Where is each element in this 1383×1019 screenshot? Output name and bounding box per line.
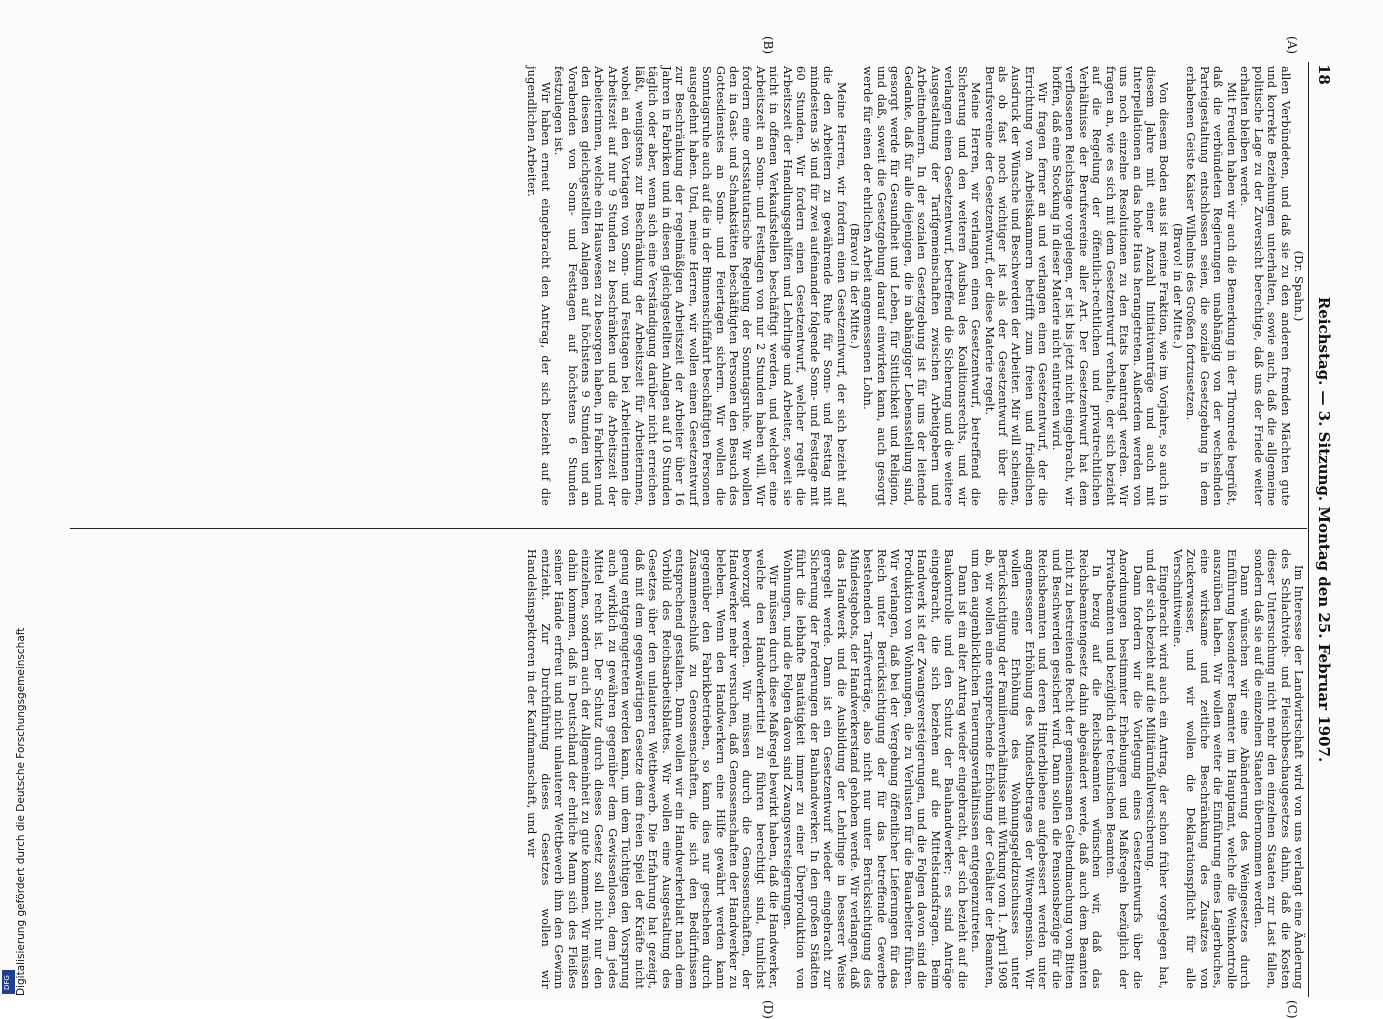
paragraph: Wir haben erneut eingebracht den Antrag, der sich bezieht auf die jugendlichen Arbeiter. bbox=[525, 66, 552, 506]
paragraph: Dann ist ein alter Antrag wieder eingebracht, der sich bezieht auf die Baukontrolle und den Schutz der Bauhandwerker; es sind Anträge eingebracht, die sich beziehen auf die Mittelstandsfragen. Beim Handwerk ist der Zwangsversteigerungen, und die Folgen davon sind die Produktion von Wohnungen, die zu Verlusten für die Bauarbeiter führen. Wir verlangen, daß bei der Vergebung öffentlicher Lieferungen für das Reich unter Berücksichtigung der für das betreffende Gewerbe bestehenden Tarifverträge, also nicht nur unter Berücksichtigung des Mindestgebots, der Handwerkerstand gehoben werde. Wir verlangen, daß das Handwerk und die Ausbildung der Lehrlinge in besserer Weise geregelt werde. Dann ist ein Gesetzentwurf wieder eingebracht zur Sicherung der Forderungen der Bauhandwerker. In den großen Städten führt die lebhafte Bautätigkeit immer zu einer Überproduktion von Wohnungen, und die Folgen davon sind Zwangsversteigerungen. bbox=[780, 549, 969, 989]
paragraph: Eingebracht wird auch ein Antrag, der schon früher vorgelegen hat, und der sich bezieht auf die Militärunfallversicherung. bbox=[1144, 549, 1171, 989]
paragraph: Wir müssen durch diese Maßregel bewirkt haben, daß die Handwerker, welche den Handwerkertitel zu führen berechtigt sind, tunlichst bevorzugt werden. Wir müssen durch die Genossenschaften, der Handwerker mehr versuchen, daß Genossenschaften der Handwerker zu beleben. Wenn den Handwerkern eine Hilfe gewährt werden kann gegenüber den Fabrikbetrieben, so kann dies nur geschehen durch Zusammenschluß zu Genossenschaften, die sich den Bedürfnissen entsprechend gestalten. Dann wollen wir ein Handwerkerblatt nach dem Vorbild des Reichsarbeitsblattes. Wir wollen eine Ausgestaltung des Gesetzes über den unlauteren Wettbewerb. Die Erfahrung hat gezeigt, daß mit dem gegenwärtigen Gesetze dem freien Spiel der Kräfte nicht genug entgegengetreten werden kann, um dem Tüchtigen den Vorsprung auch wirklich zu gewähren gegenüber dem Gewissenlosen, dem jedes Mittel recht ist. Der Schutz durch dieses Gesetz soll nicht nur den einzelnen, sondern auch der Allgemeinheit zu gute kommen. Wir müssen dahin kommen, daß in Deutschland der ehrliche Mann sich des Fleißes seiner Hände erfreut und nicht unlauterer Wettbewerb ihm den Gewinn entzieht. Zur Durchführung dieses Gesetzes wollen wir Handelsinspektoren in der Kaufmannschaft, und wir bbox=[525, 549, 781, 989]
left-column bbox=[70, 66, 1305, 506]
margin-mark-c: (C) bbox=[1285, 1000, 1299, 1019]
paragraph: Mit Freuden haben wir auch die Bemerkung in der Thronrede begrüßt, daß die verbündeten Regierungen unabhängig von der wechselnden Parteigestaltung entschlossen seien, die soziale Gesetzgebung in dem erhabenen Geiste Kaiser Wilhelms des Großen fortzusetzen. bbox=[1184, 66, 1238, 506]
paragraph: Von diesem Boden aus ist meine Fraktion, wie im Vorjahre, so auch in diesem Jahre mit einer Anzahl Initiativanträge und auch mit Interpellationen an das hohe Haus herangetreten. Außerdem werden von uns noch einzelne Resolutionen zu den Etats beantragt werden. Wir fragen an, wie es sich mit dem Gesetzentwurf verhalte, der sich bezieht auf die Regelung der öffentlich-rechtlichen und privatrechtlichen Verhältnisse der Berufsvereine aller Art. Der Gesetzentwurf hat dem verflossenen Reichstage vorgelegen, er ist bis jetzt nicht eingebracht, wir hoffen, daß eine Stockung in dieser Materie nicht eintreten wird. bbox=[1049, 66, 1171, 506]
paragraph: Dann fordern wir die Vorlegung eines Gesetzentwurfs über die Anordnungen bestimmter Erhebungen und Maßregeln bezüglich der Privatbeamten und bezüglich der technischen Beamten. bbox=[1103, 549, 1144, 989]
paragraph: Im Interesse der Landwirtschaft wird von uns verlangt eine Änderung des Schlachtvieh- und Fleischbeschaugesetzes dahin, daß die Kosten dieser Untersuchung nicht mehr den einzelnen Staaten zur Last fallen, sondern daß sie auf die einzelnen Staaten übernommen werden. bbox=[1251, 549, 1305, 989]
paragraph: Wir fragen ferner an und verlangen einen Gesetzentwurf, der die Errichtung von Arbeitskammern betrifft zum freien und friedlichen Ausdruck der Wünsche und Beschwerden der Arbeiter. Mir will scheinen, als ob fast noch wichtiger ist als der Gesetzentwurf über die Berufsvereine der Gesetzentwurf, der diese Materie regelt. bbox=[982, 66, 1050, 506]
page-number: 18 bbox=[1315, 64, 1333, 85]
paragraph: In bezug auf die Reichsbeamten wünschen wir, daß das Reichsbeamtengesetz dahin abgeändert werde, daß auch dem Beamten nicht zu bestreitende Recht der gemeinsamen Geltendmachung von Bitten und Beschwerden gesichert wird. Dann sollen die Pensionsbezüge für die Reichsbeamten und deren Hinterbliebene aufgebessert werden unter angemessener Erhöhung des Mindestbetrages der Witwenpension. Wir wollen eine Erhöhung des Wohnungsgeldzuschusses unter Berücksichtigung der Familienverhältnisse mit Wirkung vom 1. April 1908 ab, wir wollen eine entsprechende Erhöhung der Gehälter der Beamten, um den augenblicklichen Teuerungsverhältnissen entgegenzutreten. bbox=[969, 549, 1104, 989]
rotated-text-block bbox=[70, 36, 1335, 1019]
paragraph: Meine Herren, wir fordern einen Gesetzentwurf, der sich bezieht auf die den Arbeitern zu gewährende Ruhe für Sonn- und Festtag mit mindestens 36 und für zwei aufeinander folgende Sonn- und Festtage mit 60 Stunden. Wir fordern einen Gesetzentwurf, welcher regelt die Arbeitszeit der Handlungsgehilfen und Lehrlinge und Arbeiter, soweit sie nicht in offenen Verkaufsstellen beschäftigt werden, und welcher eine Arbeitszeit an Sonn- und Festtagen von nur 2 Stunden haben will. Wir fordern eine ortsstatutarische Regelung der Sonntagsruhe. Wir wollen den in Gast- und Schankstätten beschäftigten Personen den Besuch des Gottesdienstes an Sonn- und Feiertagen sichern. Wir wollen die Sonntagsruhe auch auf die in der Binnenschiffahrt beschäftigten Personen ausgedehnt haben. Und, meine Herren, wir wollen einen Gesetzentwurf zur Beschränkung der regelmäßigen Arbeitszeit der Arbeiter über 16 Jahren in Fabriken und in diesen gleichgestellten Anlagen auf 10 Stunden täglich oder aber, wenn sich eine Verständigung darüber nicht erreichen läßt, wenigstens zur Beschränkung der Arbeitszeit für Arbeiterinnen, wobei an den Vortagen von Sonn- und Festtagen bei Arbeiterinnen die Arbeitszeit auf nur 9 Stunden zu beschränken und die Arbeitszeit der Arbeiterinnen, welche ein Hauswesen zu besorgen haben, in Fabriken und den diesen gleichgestellten Anlagen auf höchstens 9 Stunden und an Vorabenden von Sonn- und Festtagen auf höchstens 6 Stunden festzulegen ist. bbox=[552, 66, 848, 506]
dfg-logo bbox=[2, 970, 15, 994]
page-header bbox=[1308, 62, 1335, 997]
applause-note: (Bravo! in der Mitte.) bbox=[1170, 223, 1184, 349]
margin-mark-d: (D) bbox=[761, 1000, 775, 1019]
page-title: Reichstag. — 3. Sitzung. Montag den 25. Februar 1907. bbox=[1315, 296, 1333, 763]
column-divider bbox=[70, 528, 1307, 529]
speaker-note: (Dr. Spahn.) bbox=[1292, 250, 1305, 322]
paragraph: Meine Herren, wir verlangen einen Gesetzentwurf, betreffend die Sicherung und den weiteren Ausbau des Koalitionsrechts, und wir verlangen einen Gesetzentwurf, betreffend die Sicherung und die weitere Ausgestaltung der Tarifgemeinschaften zwischen Arbeitgebern und Arbeitnehmern. In der sozialen Gesetzgebung ist für uns der leitende Gedanke, daß für alle diejenigen, die in abhängiger Lebensstellung sind, gesorgt werde für Gesundheit und Leben, für Sittlichkeit und Religion, und daß, soweit die Gesetzgebung darauf einwirken kann, auch gesorgt werde für einen der ehrlichen Arbeit angemessenen Lohn. bbox=[861, 66, 983, 506]
paragraph: allen Verbündeten, und daß sie zu den anderen fremden Mächten gute und korrekte Beziehungen unterhalten, sowie auch, daß die allgemeine politische Lage zu der Zuversicht berechtige, daß uns der Friede weiter erhalten bleiben werde. bbox=[1238, 66, 1292, 506]
logo-text: DFG bbox=[3, 975, 11, 990]
applause-note: (Bravo! in der Mitte.) bbox=[848, 223, 862, 349]
margin-mark-b: (B) bbox=[761, 36, 775, 55]
credit-text: Digitalisierung gefördert durch die Deutsche Forschungsgemeinschaft bbox=[15, 627, 27, 996]
margin-mark-a: (A) bbox=[1285, 36, 1299, 55]
sidebar-credit bbox=[1, 0, 27, 1000]
paragraph: Dann wünschen wir eine Abänderung des Weingesetzes durch Einführung besonderer Beamter im Hauptamt, welche die Weinkontrolle auszuüben haben. Wir wollen weiter die Einführung eines Lagerbuches, eine wirksame und zeitliche Beschränkung des Zusatzes von Zuckerwasser, und wir wollen die Deklarationspflicht für alle Verschnittweine. bbox=[1170, 549, 1252, 989]
right-column bbox=[70, 549, 1305, 989]
